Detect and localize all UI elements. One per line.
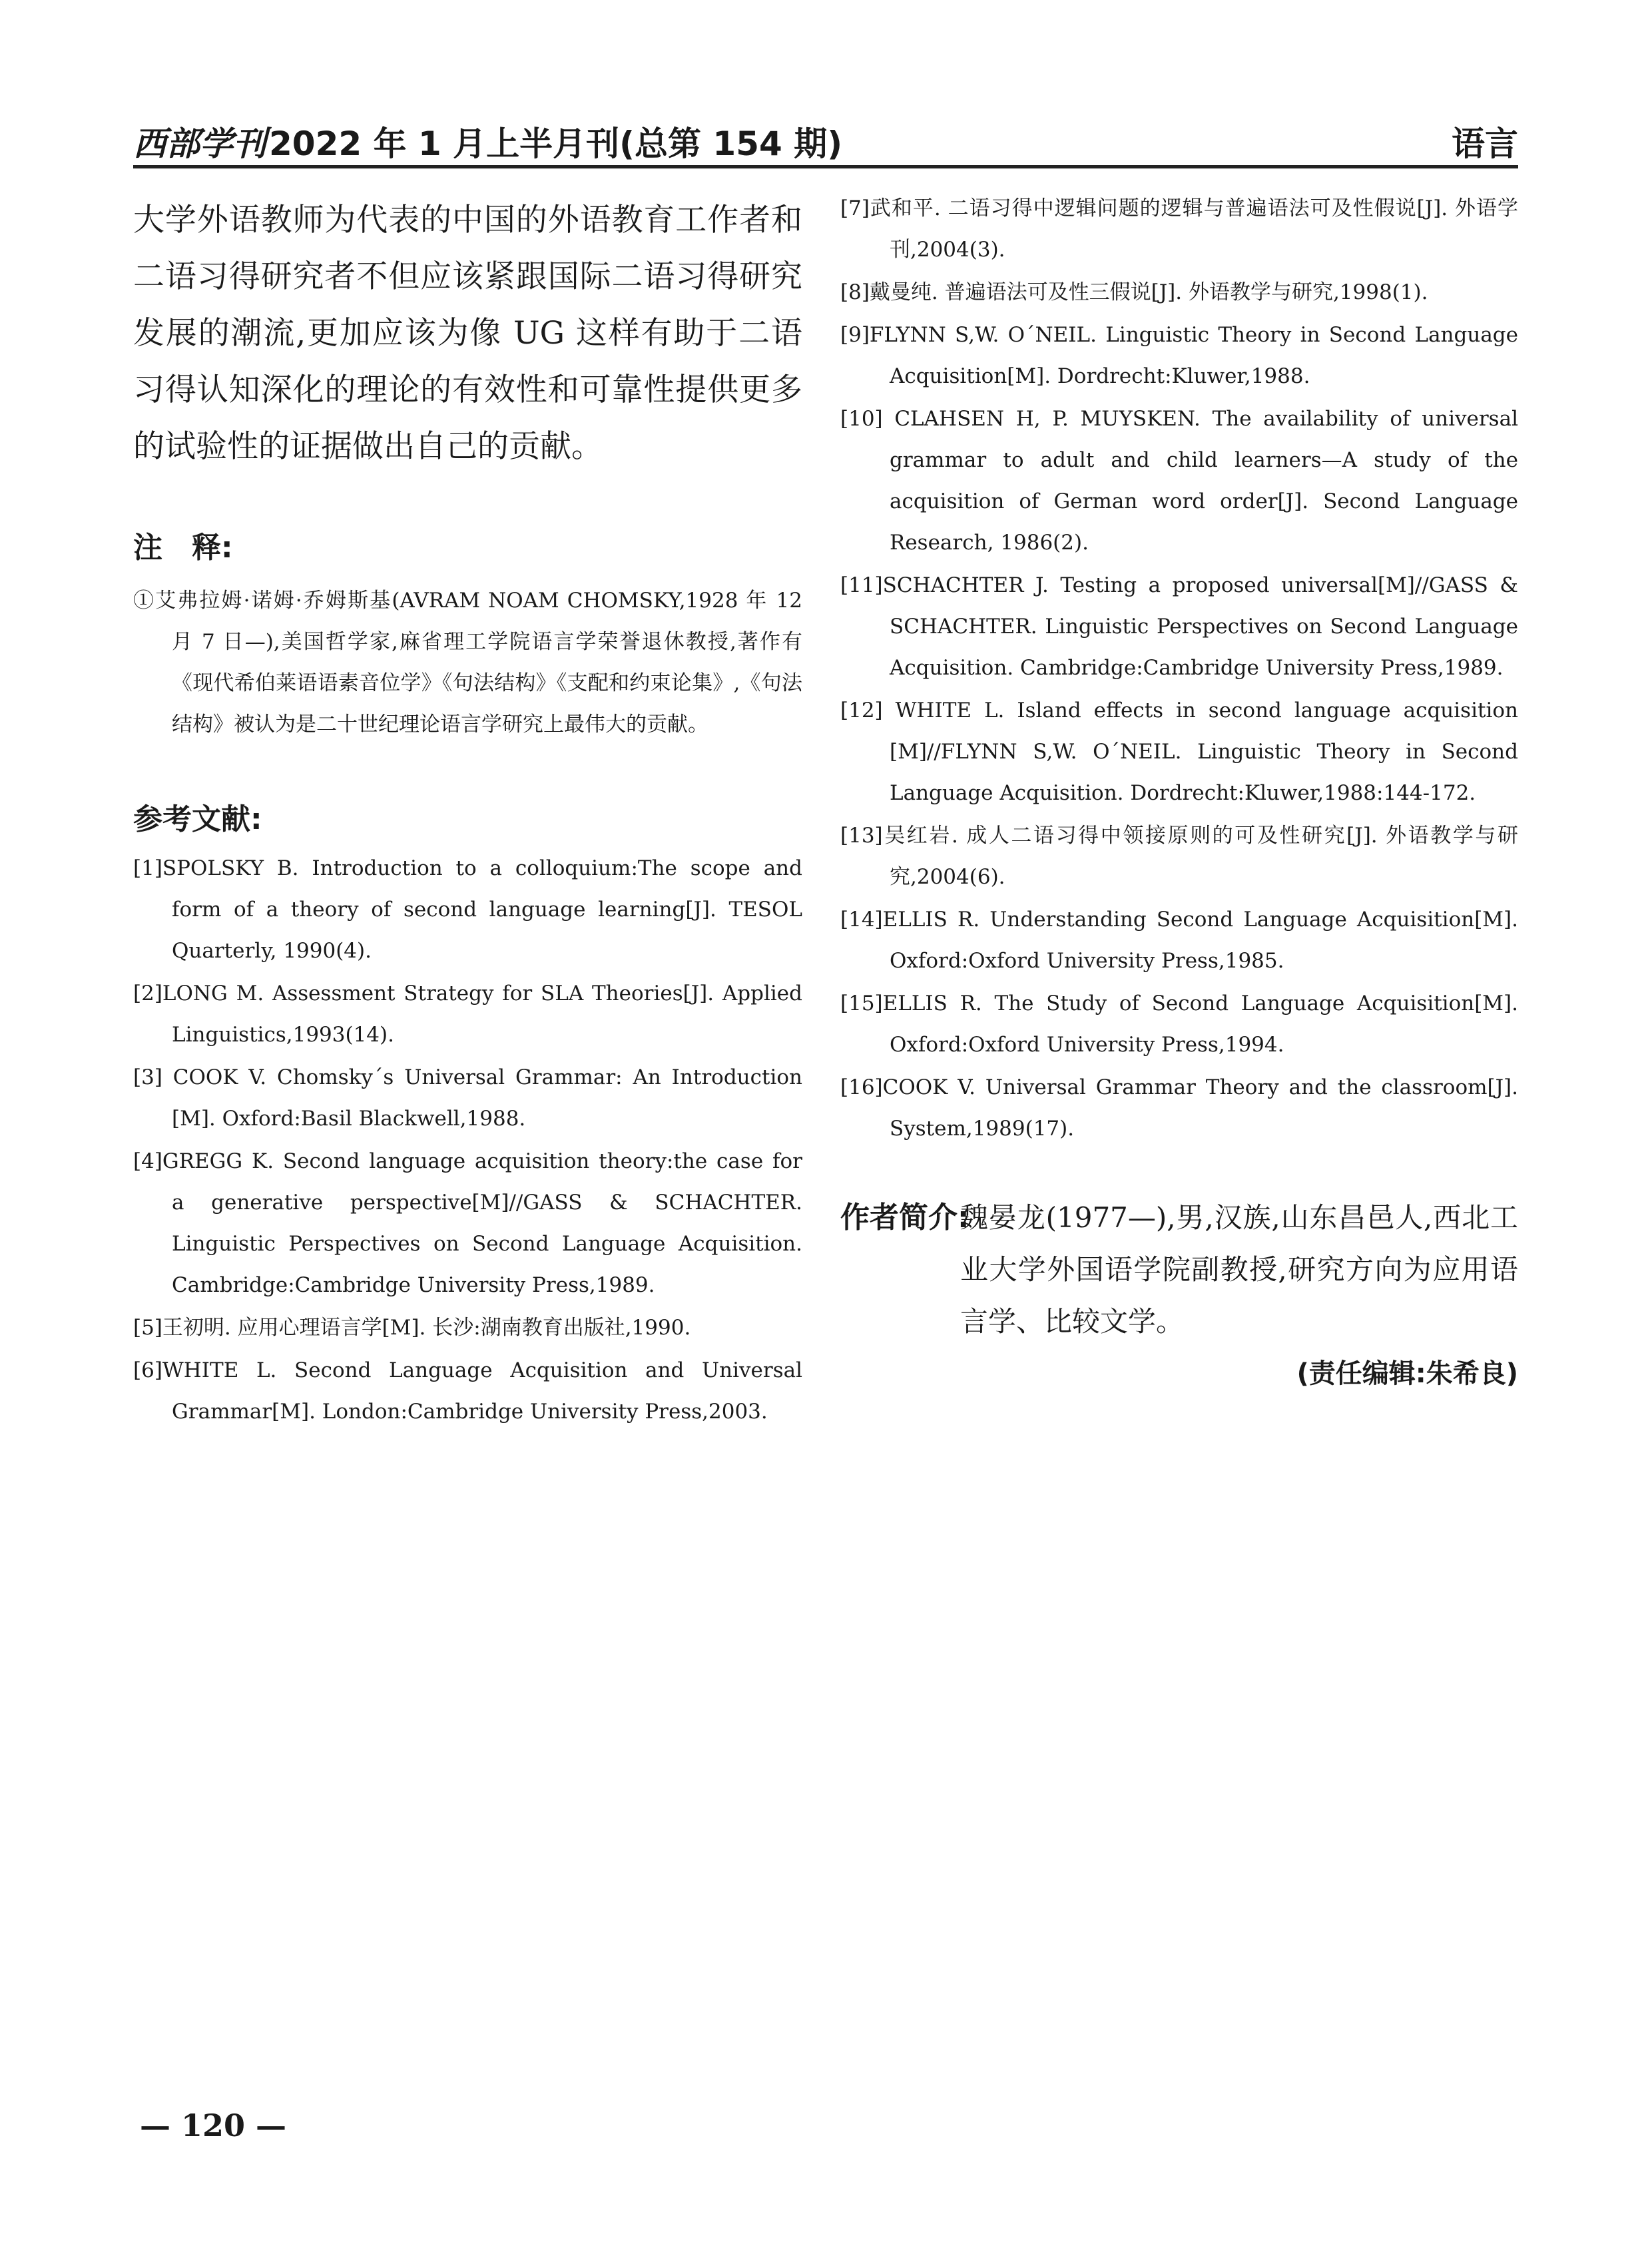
reference-item: [13]吴红岩. 成人二语习得中领接原则的可及性研究[J]. 外语教学与研究,2004(6). bbox=[840, 824, 1518, 889]
reference-item: [5]王初明. 应用心理语言学[M]. 长沙:湖南教育出版社,1990. bbox=[133, 1316, 691, 1340]
reference-item: [15]ELLIS R. The Study of Second Language Acquisition[M]. Oxford:Oxford University Press,1994. bbox=[840, 991, 1518, 1057]
header-divider bbox=[133, 165, 1518, 168]
note-item: ①艾弗拉姆·诺姆·乔姆斯基(AVRAM NOAM CHOMSKY,1928 年 12 月 7 日—),美国哲学家,麻省理工学院语言学荣誉退休教授,著作有《现代希伯莱语语素音位学》《句法结构》《支配和约束论集》,《句法结构》被认为是二十世纪理论语言学研究上最伟大的贡献。 bbox=[133, 589, 802, 736]
reference-item: [11]SCHACHTER J. Testing a proposed universal[M]//GASS & SCHACHTER. Linguistic Perspectives on Second Language Acquisition. Cambridge:Cambridge University Press,1989. bbox=[840, 573, 1518, 680]
references-title: 参考文献: bbox=[133, 802, 262, 836]
reference-item: [6]WHITE L. Second Language Acquisition and Universal Grammar[M]. London:Cambridge University Press,2003. bbox=[133, 1358, 802, 1424]
reference-item: [3] COOK V. Chomsky´s Universal Grammar: An Introduction [M]. Oxford:Basil Blackwell,1988. bbox=[133, 1065, 802, 1131]
references-list-left bbox=[133, 848, 802, 1432]
left-column bbox=[133, 180, 802, 1434]
page-header bbox=[133, 113, 1518, 163]
reference-item: [9]FLYNN S,W. O´NEIL. Linguistic Theory in Second Language Acquisition[M]. Dordrecht:Kluwer,1988. bbox=[840, 323, 1518, 388]
issue-info: 2022 年 1 月上半月刊(总第 154 期) bbox=[269, 125, 843, 163]
author-bio-text: 魏晏龙(1977—),男,汉族,山东昌邑人,西北工业大学外国语学院副教授,研究方向为应用语言学、比较文学。 bbox=[960, 1201, 1518, 1338]
reference-item: [1]SPOLSKY B. Introduction to a colloquium:The scope and form of a theory of second language learning[J]. TESOL Quarterly, 1990(4). bbox=[133, 856, 802, 963]
right-column bbox=[840, 180, 1518, 1397]
references-list-right bbox=[840, 188, 1518, 1149]
journal-logo: 西部学刊 bbox=[133, 124, 266, 163]
reference-item: [2]LONG M. Assessment Strategy for SLA Theories[J]. Applied Linguistics,1993(14). bbox=[133, 981, 802, 1047]
author-bio bbox=[840, 1192, 1518, 1348]
body-paragraph: 大学外语教师为代表的中国的外语教育工作者和二语习得研究者不但应该紧跟国际二语习得研究发展的潮流,更加应该为像 UG 这样有助于二语习得认知深化的理论的有效性和可靠性提供更多的试验性的证据做出自己的贡献。 bbox=[133, 202, 802, 465]
reference-item: [16]COOK V. Universal Grammar Theory and the classroom[J]. System,1989(17). bbox=[840, 1075, 1518, 1141]
author-bio-label: 作者简介: bbox=[840, 1201, 969, 1235]
section-name: 语言 bbox=[1452, 125, 1518, 163]
reference-item: [8]戴曼纯. 普遍语法可及性三假说[J]. 外语教学与研究,1998(1). bbox=[840, 280, 1428, 304]
page-number: — 120 — bbox=[140, 2107, 287, 2143]
notes-title: 注 释: bbox=[133, 531, 233, 565]
reference-item: [14]ELLIS R. Understanding Second Language Acquisition[M]. Oxford:Oxford University Press,1985. bbox=[840, 908, 1518, 973]
reference-item: [10] CLAHSEN H, P. MUYSKEN. The availability of universal grammar to adult and child learners—A study of the acquisition of German word order[J]. Second Language Research, 1986(2). bbox=[840, 407, 1518, 555]
reference-item: [7]武和平. 二语习得中逻辑问题的逻辑与普遍语法可及性假说[J]. 外语学刊,2004(3). bbox=[840, 196, 1518, 262]
reference-item: [4]GREGG K. Second language acquisition theory:the case for a generative perspective[M]//GASS & SCHACHTER. Linguistic Perspectives on Second Language Acquisition. Cambridge:Cambridge University Press,1989. bbox=[133, 1149, 802, 1297]
notes-list bbox=[133, 580, 802, 745]
reference-item: [12] WHITE L. Island effects in second language acquisition [M]//FLYNN S,W. O´NEIL. Linguistic Theory in Second Language Acquisition. Dordrecht:Kluwer,1988:144-172. bbox=[840, 699, 1518, 805]
journal-issue-line bbox=[133, 117, 842, 165]
responsible-editor: (责任编辑:朱希良) bbox=[1296, 1358, 1518, 1389]
